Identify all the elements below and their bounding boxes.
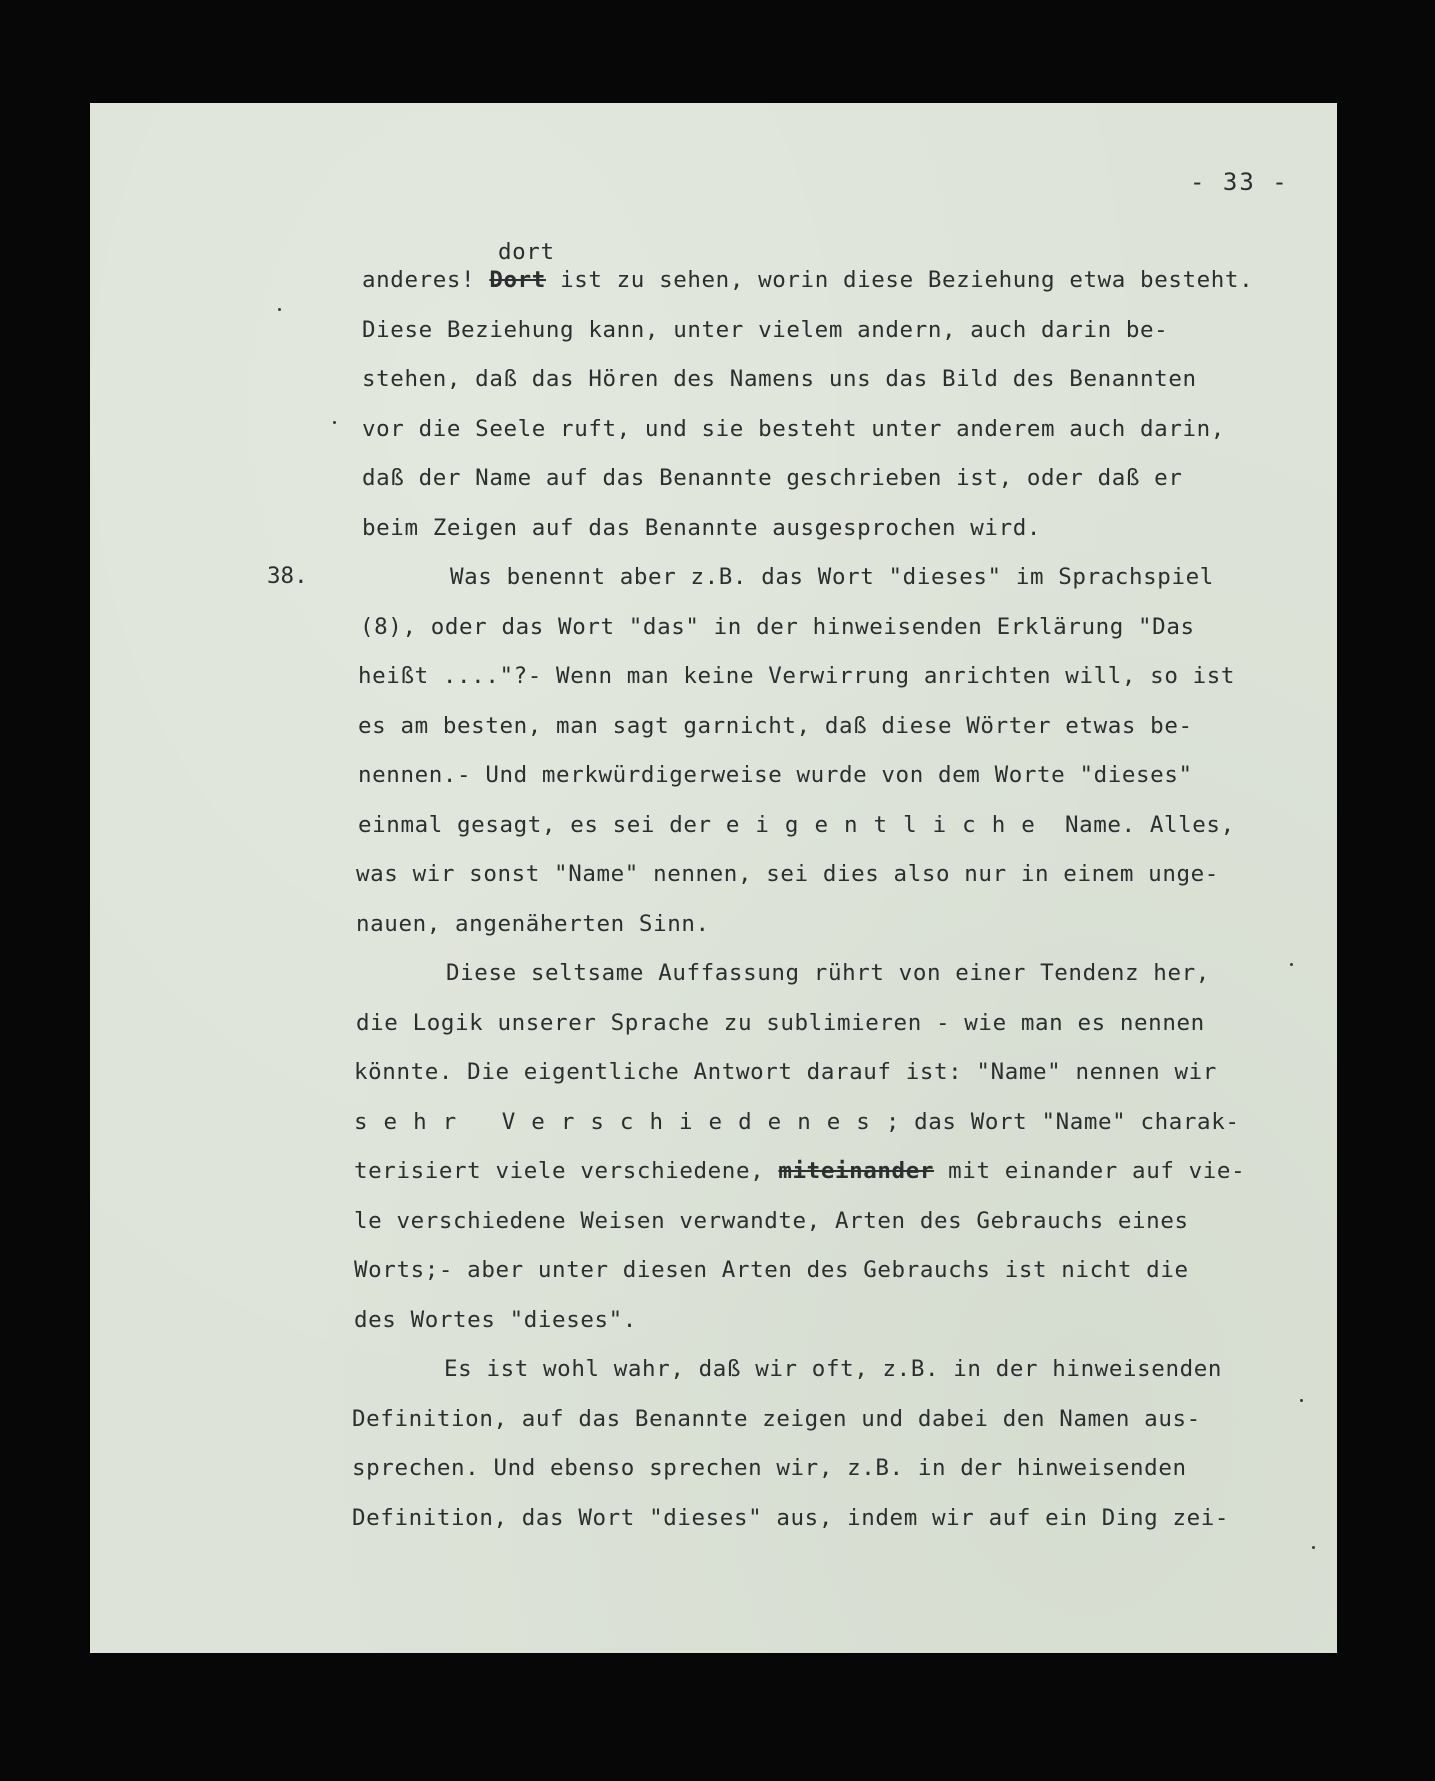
text-line-19-end: mit einander auf vie- [934, 1158, 1246, 1184]
stray-mark [1312, 1546, 1315, 1549]
stray-mark [1300, 1399, 1303, 1402]
stray-mark [333, 421, 336, 424]
handwritten-insertion: dort [498, 239, 555, 265]
text-line-25: sprechen. Und ebenso sprechen wir, z.B. in der hinweisenden [352, 1455, 1187, 1481]
text-line-13: was wir sonst "Name" nennen, sei dies also nur in einem unge- [356, 861, 1219, 887]
text-line-12-end: Name. Alles, [1050, 812, 1235, 838]
page-number: - 33 - [1190, 168, 1289, 196]
text-line-20: le verschiedene Weisen verwandte, Arten des Gebrauchs eines [354, 1208, 1189, 1234]
text-line-1-start: anderes! [362, 267, 490, 293]
text-line-5: daß der Name auf das Benannte geschrieben ist, oder daß er [362, 465, 1183, 491]
text-line-7: Was benennt aber z.B. das Wort "dieses" im Sprachspiel [450, 564, 1214, 590]
text-line-26: Definition, das Wort "dieses" aus, indem wir auf ein Ding zei- [352, 1505, 1230, 1531]
text-line-24: Definition, auf das Benannte zeigen und dabei den Namen aus- [352, 1406, 1201, 1432]
text-line-18-end: ; das Wort "Name" charak- [885, 1109, 1240, 1135]
text-line-15: Diese seltsame Auffassung rührt von einer Tendenz her, [446, 960, 1210, 986]
text-line-18 [354, 1108, 1240, 1136]
text-line-2: Diese Beziehung kann, unter vielem andern, auch darin be- [362, 317, 1169, 343]
struck-out-word: Dort [489, 267, 546, 293]
text-line-19 [354, 1157, 1245, 1185]
text-line-10: es am besten, man sagt garnicht, daß diese Wörter etwas be- [358, 713, 1193, 739]
text-line-3: stehen, daß das Hören des Namens uns das Bild des Benannten [362, 366, 1197, 392]
text-line-11: nennen.- Und merkwürdigerweise wurde von dem Worte "dieses" [358, 762, 1193, 788]
stray-mark [278, 308, 281, 311]
struck-out-word: miteinander [778, 1158, 934, 1184]
text-line-12-start: einmal gesagt, es sei der [358, 812, 726, 838]
typewritten-page [90, 103, 1337, 1653]
text-line-14: nauen, angenäherten Sinn. [356, 911, 710, 937]
text-line-1 [362, 266, 1253, 294]
text-line-6: beim Zeigen auf das Benannte ausgesprochen wird. [362, 515, 1042, 541]
text-line-17: könnte. Die eigentliche Antwort darauf ist: "Name" nennen wir [354, 1059, 1217, 1085]
stray-mark [1290, 963, 1293, 966]
text-line-1-end: ist zu sehen, worin diese Beziehung etwa besteht. [545, 267, 1254, 293]
text-line-22: des Wortes "dieses". [354, 1307, 637, 1333]
text-line-16: die Logik unserer Sprache zu sublimieren - wie man es nennen [356, 1010, 1205, 1036]
text-line-9: heißt ...."?- Wenn man keine Verwirrung anrichten will, so ist [358, 663, 1236, 689]
text-line-23: Es ist wohl wahr, daß wir oft, z.B. in der hinweisenden [444, 1356, 1223, 1382]
text-line-4: vor die Seele ruft, und sie besteht unter anderem auch darin, [362, 416, 1225, 442]
text-line-12 [358, 811, 1235, 839]
emphasized-word: eigentliche [725, 812, 1051, 838]
emphasized-phrase: sehr Verschiedenes [354, 1109, 886, 1135]
text-line-8: (8), oder das Wort "das" in der hinweisenden Erklärung "Das [360, 614, 1195, 640]
text-line-21: Worts;- aber unter diesen Arten des Gebrauchs ist nicht die [354, 1257, 1189, 1283]
section-number: 38. [267, 563, 308, 589]
text-line-19-start: terisiert viele verschiedene, [354, 1158, 779, 1184]
